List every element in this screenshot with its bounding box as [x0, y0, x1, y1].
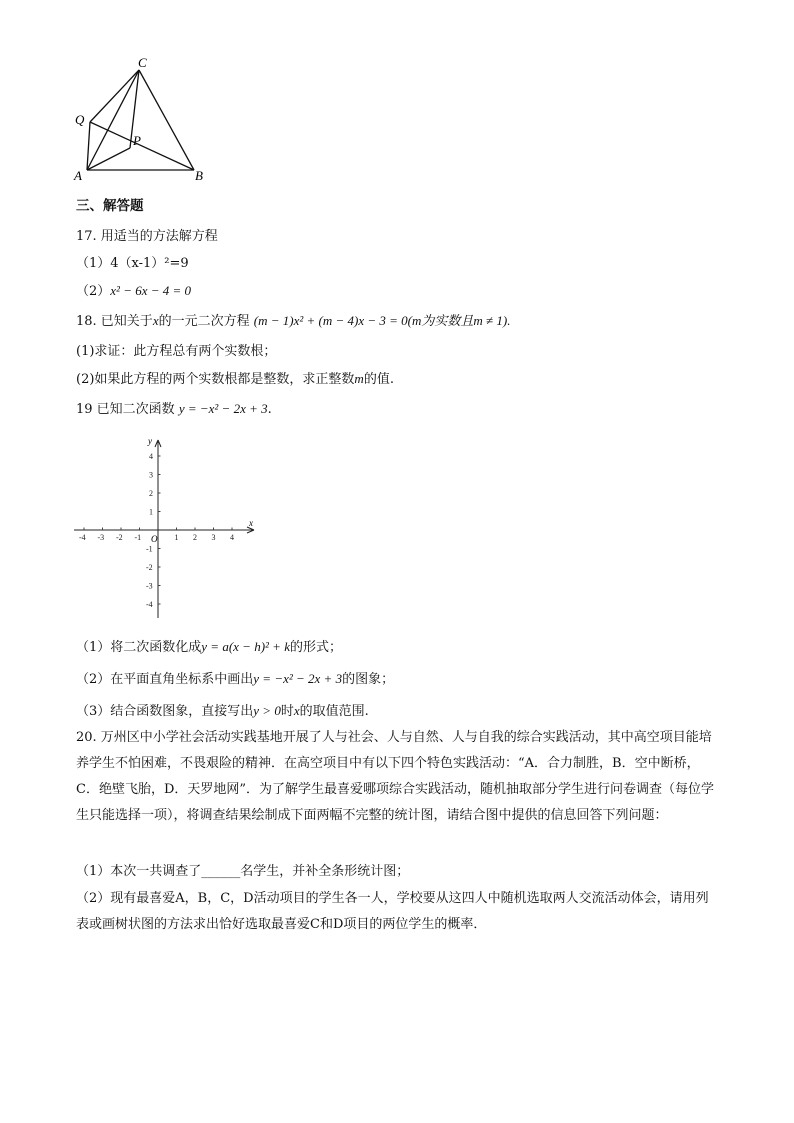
section-heading: 三、解答题 — [76, 198, 144, 214]
q19-part2-function: y = −x² − 2x + 3 — [253, 671, 343, 686]
q18-part2 — [76, 368, 394, 387]
x-tick-label: -2 — [116, 533, 123, 542]
q18-part2-prefix: (2)如果此方程的两个实数根都是整数，求正整数 — [76, 372, 355, 387]
y-tick-label: -4 — [146, 600, 153, 609]
vertex-label-q: Q — [75, 112, 85, 127]
vertex-label-c: C — [138, 55, 147, 70]
x-tick-label: -4 — [79, 533, 86, 542]
q19-part3-suffix: 的取值范围. — [299, 704, 369, 719]
q19-part3-var: x — [293, 703, 300, 718]
q18-stem — [76, 310, 510, 329]
q18-stem-mid: 的一元二次方程 — [158, 314, 250, 329]
point-label-p: P — [133, 133, 141, 148]
q18-stem-prefix: 18. 已知关于 — [76, 314, 153, 329]
q19-function: y = −x² − 2x + 3 — [178, 401, 268, 416]
q19-part3 — [76, 700, 369, 719]
y-tick-label: 3 — [149, 470, 153, 480]
q20-answer-blank: ______ — [201, 864, 241, 879]
y-tick-label: -2 — [146, 563, 153, 572]
q18-part1: (1)求证：此方程总有两个实数根； — [76, 344, 277, 359]
q17-part2-label: （2） — [76, 284, 111, 299]
q20-part1-prefix: （1）本次一共调查了 — [76, 864, 202, 879]
origin-label: O — [151, 534, 158, 544]
q20-part1-suffix: 名学生，并补全条形统计图； — [240, 864, 410, 879]
q19-part2-prefix: （2）在平面直角坐标系中画出 — [76, 672, 254, 687]
q19-part1-prefix: （1）将二次函数化成 — [76, 640, 202, 655]
triangle-figure — [70, 52, 220, 187]
q20-paragraph: 20. 万州区中小学社会活动实践基地开展了人与社会、人与自然、人与自我的综合实践活动，其中高空项目能培养学生不怕困难，不畏艰险的精神．在高空项目中有以下四个特色实践活动：“A．合力制胜，B．空中断桥，C．绝壁飞胎，D．天罗地网”．为了解学生最喜爱哪项综合实践活动，随机抽取部分学生进行问卷调查（每位学生只能选择一项），将调查结果绘制成下面两幅不完整的统计图，请结合图中提供的信息回答下列问题： — [76, 730, 715, 823]
q17-part2-equation: x² − 6x − 4 = 0 — [110, 283, 192, 298]
q18-part2-suffix: 的值. — [363, 372, 394, 387]
y-tick-label: 2 — [149, 489, 153, 498]
x-tick-label: -3 — [97, 533, 105, 542]
y-tick-label: -3 — [146, 581, 153, 591]
q19-part2-suffix: 的图象； — [342, 672, 395, 687]
q18-stem-var: x — [152, 313, 159, 328]
q18-part2-var: m — [354, 371, 364, 386]
x-tick-label: 4 — [230, 533, 234, 542]
q19-vertex-form: y = a(x − h)² + k — [201, 639, 290, 654]
q17-part1: （1）4（x-1）²=9 — [76, 256, 189, 271]
coordinate-grid — [70, 432, 270, 628]
y-axis-label: y — [148, 436, 152, 446]
q20-part1 — [76, 860, 409, 879]
q19-part3-prefix: （3）结合函数图象，直接写出 — [76, 704, 254, 719]
q19-condition: y > 0 — [253, 703, 281, 718]
x-axis-label: x — [249, 518, 253, 528]
q19-part3-mid: 时 — [280, 704, 294, 719]
q19-stem-prefix: 19 已知二次函数 — [76, 402, 175, 417]
x-tick-label: -1 — [134, 533, 142, 542]
y-tick-label: 1 — [149, 507, 153, 517]
q19-stem-suffix: . — [267, 402, 272, 417]
q18-equation: (m − 1)x² + (m − 4)x − 3 = 0 — [253, 313, 408, 328]
x-tick-label: 2 — [193, 533, 197, 542]
q19-part1 — [76, 636, 342, 655]
q18-stem-suffix: (m为实数且m ≠ 1). — [407, 313, 511, 328]
q17-stem: 17. 用适当的方法解方程 — [76, 229, 218, 244]
q19-part1-suffix: 的形式； — [289, 640, 342, 655]
x-tick-label: 3 — [211, 533, 216, 542]
q19-stem — [76, 398, 272, 417]
q19-part2 — [76, 668, 394, 687]
y-tick-label: -1 — [146, 544, 153, 554]
y-tick-label: 4 — [149, 452, 153, 461]
vertex-label-b: B — [195, 168, 203, 183]
x-tick-label: 1 — [174, 533, 179, 542]
q20-part2: （2）现有最喜爱A，B，C，D活动项目的学生各一人，学校要从这四人中随机选取两人交流活动体会，请用列表或画树状图的方法求出恰好选取最喜爱C和D项目的两位学生的概率． — [76, 891, 709, 932]
vertex-label-a: A — [74, 168, 82, 183]
q17-part2 — [76, 280, 191, 299]
